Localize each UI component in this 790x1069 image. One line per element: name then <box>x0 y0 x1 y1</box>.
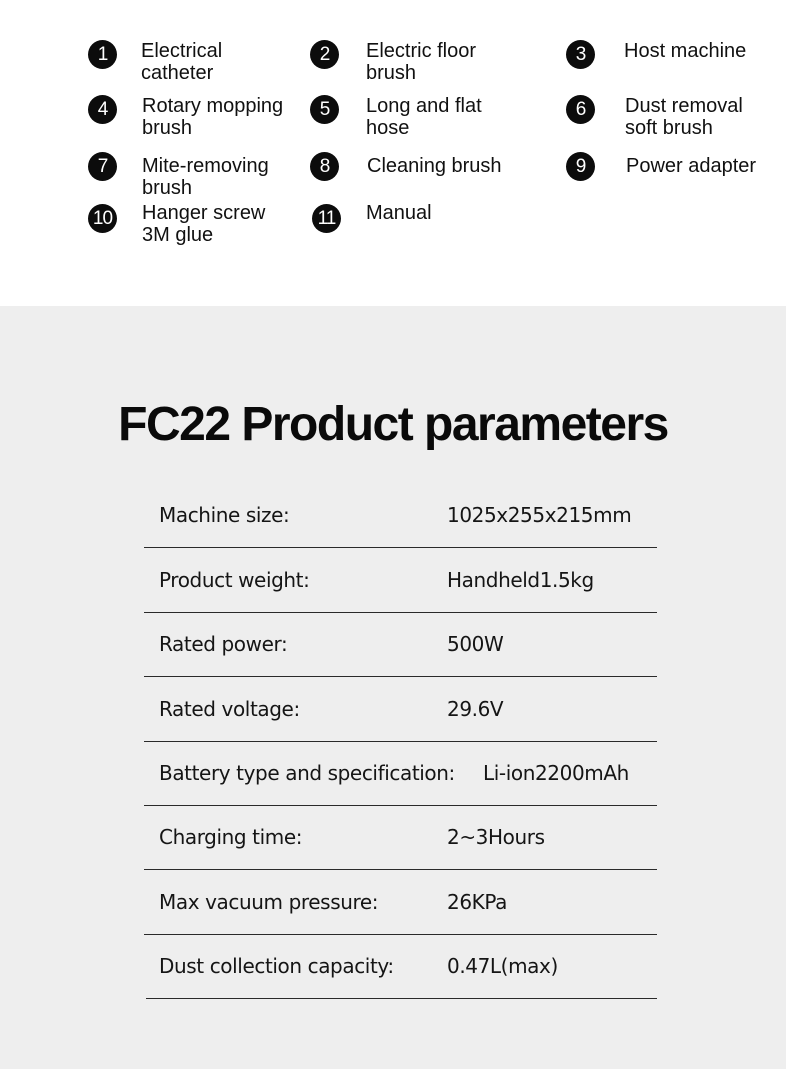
number-badge: 6 <box>566 95 595 124</box>
part-label <box>141 40 222 84</box>
part-label-line: 3M glue <box>142 224 214 246</box>
number-badge: 3 <box>566 40 595 69</box>
parts-list <box>0 0 790 306</box>
part-label <box>142 95 283 139</box>
part-label-line: Electrical <box>141 40 223 62</box>
spec-key: Rated voltage: <box>159 697 300 721</box>
part-label-line: Rotary mopping <box>142 95 284 117</box>
spec-value: 500W <box>447 632 504 656</box>
part-label <box>366 202 432 224</box>
part-label-line: Long and flat <box>366 95 482 117</box>
spec-value: 29.6V <box>447 697 504 721</box>
number-badge: 1 <box>88 40 117 69</box>
spec-key: Charging time: <box>159 825 303 849</box>
part-label <box>624 40 746 62</box>
part-label-line: Power adapter <box>626 155 757 177</box>
part-label <box>366 95 482 139</box>
number-badge: 8 <box>310 152 339 181</box>
spec-value: 1025x255x215mm <box>447 503 632 527</box>
number-badge: 5 <box>310 95 339 124</box>
part-label-line: brush <box>366 62 417 84</box>
part-label-line: Manual <box>366 202 432 224</box>
number-badge: 4 <box>88 95 117 124</box>
spec-key: Rated power: <box>159 632 288 656</box>
number-badge: 10 <box>88 204 117 233</box>
spec-row <box>144 870 657 935</box>
part-label-line: brush <box>142 117 193 139</box>
part-label-line: Cleaning brush <box>367 155 502 177</box>
part-label <box>367 155 502 177</box>
spec-value: Handheld1.5kg <box>447 568 594 592</box>
spec-row <box>144 741 657 806</box>
spec-row <box>144 805 657 870</box>
spec-value: Li-ion2200mAh <box>483 761 629 785</box>
number-badge: 2 <box>310 40 339 69</box>
spec-value: 2~3Hours <box>447 825 545 849</box>
spec-value: 26KPa <box>447 890 507 914</box>
part-label <box>625 95 743 139</box>
spec-row <box>146 934 657 999</box>
spec-row <box>144 677 657 742</box>
product-parameters-section <box>0 306 786 1069</box>
spec-value: 0.47L(max) <box>447 954 558 978</box>
spec-row <box>144 483 657 548</box>
part-label-line: catheter <box>141 62 214 84</box>
part-label <box>142 155 269 199</box>
part-label-line: Electric floor <box>366 40 477 62</box>
spec-key: Battery type and specification: <box>159 761 455 785</box>
part-label-line: Host machine <box>624 40 747 62</box>
spec-key: Product weight: <box>159 568 310 592</box>
part-label-line: brush <box>142 177 193 199</box>
part-label-line: Hanger screw <box>142 202 266 224</box>
part-label-line: hose <box>366 117 410 139</box>
number-badge: 9 <box>566 152 595 181</box>
spec-row <box>144 548 657 613</box>
part-label <box>366 40 476 84</box>
spec-key: Max vacuum pressure: <box>159 890 379 914</box>
spec-key: Dust collection capacity: <box>159 954 394 978</box>
part-label-line: Dust removal <box>625 95 743 117</box>
section-title: FC22 Product parameters <box>118 398 668 451</box>
spec-row <box>144 612 657 677</box>
spec-key: Machine size: <box>159 503 290 527</box>
part-label <box>142 202 265 246</box>
part-label <box>626 155 756 177</box>
part-label-line: soft brush <box>625 117 713 139</box>
part-label-line: Mite-removing <box>142 155 269 177</box>
number-badge: 7 <box>88 152 117 181</box>
number-badge: 11 <box>312 204 341 233</box>
